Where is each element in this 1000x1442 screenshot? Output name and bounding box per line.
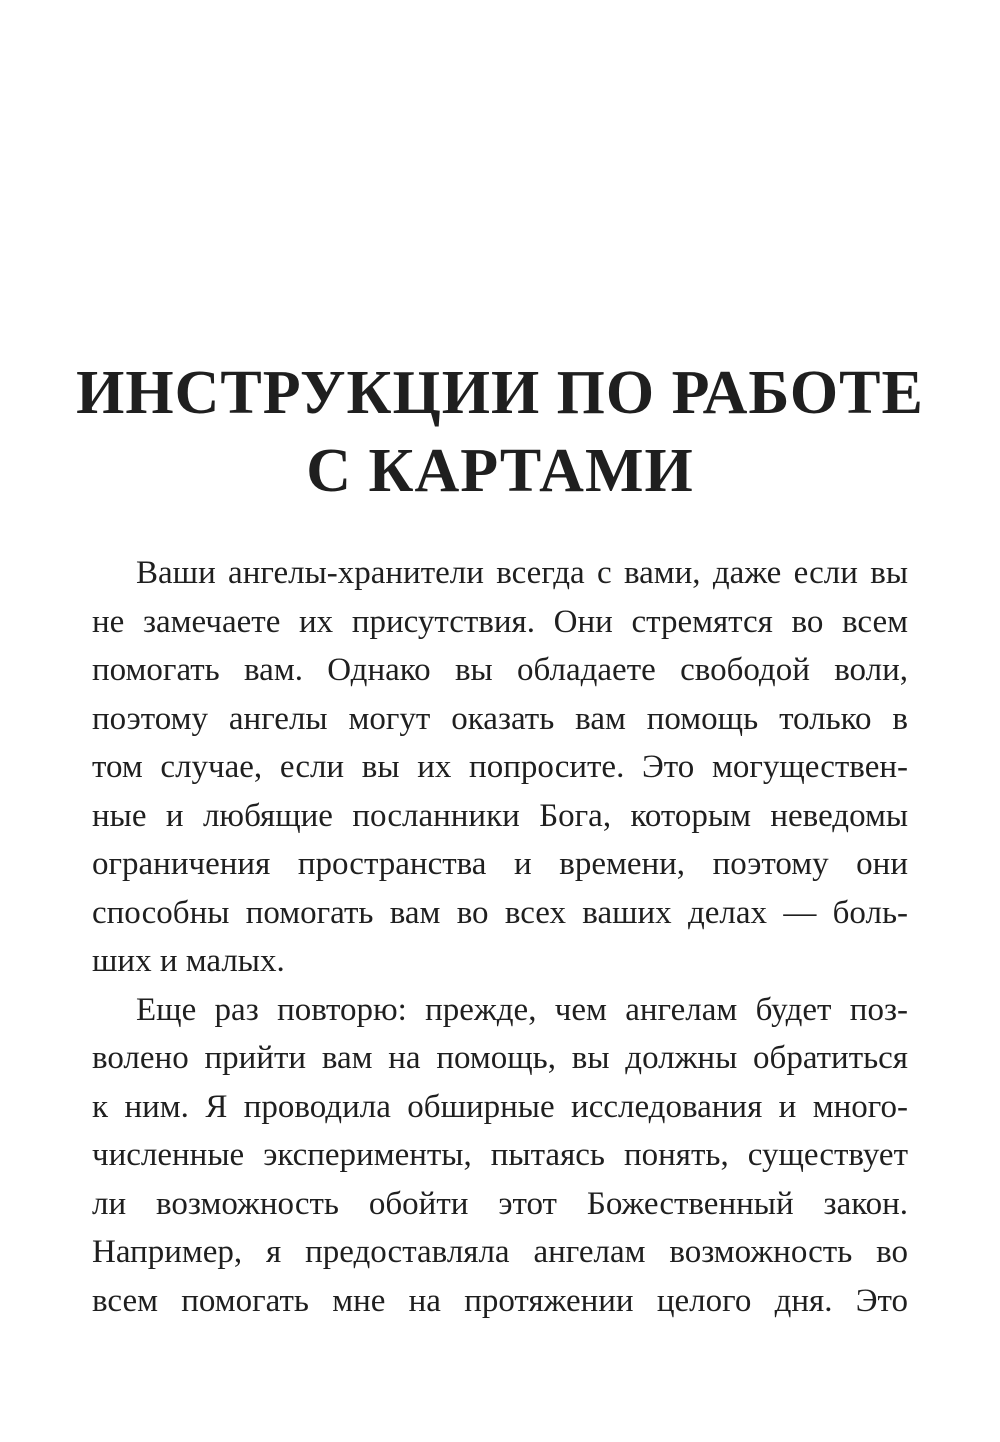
text-line: ли возможность обойти этот Божественный закон.: [92, 1185, 908, 1222]
chapter-title-line-1: ИНСТРУКЦИИ ПО РАБОТЕ: [76, 359, 924, 427]
text-line: том случае, если вы их попросите. Это могуществен-: [92, 749, 908, 785]
text-line: поэтому ангелы могут оказать вам помощь только в: [92, 700, 908, 737]
text-line: Еще раз повторю: прежде, чем ангелам будет поз-: [136, 991, 908, 1028]
text-line: Ваши ангелы-хранители всегда с вами, даже если вы: [136, 555, 908, 591]
text-line: к ним. Я проводила обширные исследования и много-: [92, 1088, 908, 1125]
text-line: ограничения пространства и времени, поэтому они: [92, 846, 908, 882]
text-line: Например, я предоставляла ангелам возможность во: [92, 1234, 908, 1270]
text-line: волено прийти вам на помощь, вы должны обратиться: [92, 1040, 908, 1076]
body-text: [92, 549, 908, 1325]
text-line: не замечаете их присутствия. Они стремятся во всем: [92, 603, 908, 640]
chapter-title-line-2: С КАРТАМИ: [306, 437, 694, 505]
text-line: численные эксперименты, пытаясь понять, существует: [92, 1137, 908, 1173]
text-line: всем помогать мне на протяжении целого дня. Это: [92, 1282, 908, 1319]
paragraph-2: [92, 986, 908, 1326]
text-line: помогать вам. Однако вы обладаете свободой воли,: [92, 652, 908, 688]
text-line: ные и любящие посланники Бога, которым неведомы: [92, 797, 908, 834]
text-line: способны помогать вам во всех ваших делах — боль-: [92, 894, 908, 931]
text-line: ших и малых.: [92, 943, 285, 979]
paragraph-1: [92, 549, 908, 986]
